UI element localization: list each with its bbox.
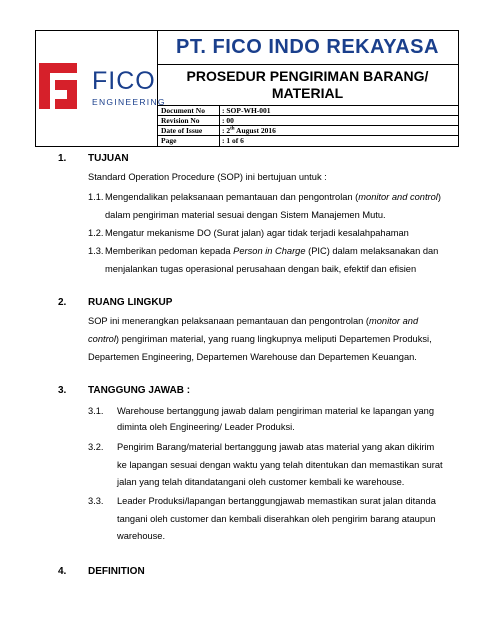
section-2-line-3: Departemen Engineering, Departemen Warehouse dan Departemen Keuangan. — [88, 352, 417, 362]
meta-value — [220, 126, 276, 135]
date-sup: th — [230, 126, 235, 132]
meta-value: : SOP-WH-001 — [222, 106, 271, 115]
meta-key: Revision No — [157, 116, 220, 125]
item-3-3-number: 3.3. — [88, 496, 104, 506]
item-1-3-line-1: Memberikan pedoman kepada Person in Charge (PIC) dalam melaksanakan dan — [105, 246, 439, 256]
meta-key: Page — [157, 136, 220, 146]
section-1-number: 1. — [58, 153, 67, 164]
meta-key: Document No — [157, 106, 220, 115]
logo-subtext: ENGINEERING — [92, 97, 166, 107]
item-1-1-line-2: dalam pengiriman material sesuai dengan Sistem Manajemen Mutu. — [105, 210, 386, 220]
meta-key: Date of Issue — [157, 126, 220, 135]
meta-row-document-no — [157, 106, 458, 116]
item-1-1-line-1: Mengendalikan pelaksanaan pemantauan dan pengontrolan (monitor and control) — [105, 192, 441, 202]
item-3-2-line-2: ke lapangan sesuai dengan waktu yang telah ditentukan dan memastikan surat — [117, 460, 443, 470]
document-header — [35, 30, 459, 147]
document-title — [157, 64, 458, 106]
section-4-number: 4. — [58, 566, 67, 577]
document-meta-table — [157, 106, 458, 146]
date-post: August 2016 — [234, 126, 276, 135]
meta-value: : 00 — [222, 116, 234, 125]
meta-row-page — [157, 136, 458, 146]
company-name: PT. FICO INDO REKAYASA — [157, 31, 458, 65]
item-1-2-number: 1.2. — [88, 228, 104, 238]
meta-row-revision — [157, 116, 458, 126]
item-3-2-line-1: Pengirim Barang/material bertanggung jawab atas material yang akan dikirim — [117, 442, 435, 452]
item-3-1-line-2: diminta oleh Engineering/ Leader Produksi. — [117, 422, 295, 432]
logo-cell — [36, 31, 166, 146]
item-3-2-number: 3.2. — [88, 442, 104, 452]
item-1-3-number: 1.3. — [88, 246, 104, 256]
section-4-title: DEFINITION — [88, 566, 145, 577]
item-3-1-line-1: Warehouse bertanggung jawab dalam pengiriman material ke lapangan yang — [117, 406, 434, 416]
title-line-2: MATERIAL — [271, 85, 344, 101]
section-1-title: TUJUAN — [88, 153, 129, 164]
section-2-title: RUANG LINGKUP — [88, 297, 173, 308]
item-1-1-number: 1.1. — [88, 192, 104, 202]
section-3-title: TANGGUNG JAWAB : — [88, 385, 191, 396]
section-2-number: 2. — [58, 297, 67, 308]
item-3-1-number: 3.1. — [88, 406, 104, 416]
section-2-line-1: SOP ini menerangkan pelaksanaan pemantauan dan pengontrolan (monitor and — [88, 316, 419, 326]
meta-value: : 1 of 6 — [222, 136, 244, 145]
section-2-line-2: control) pengiriman material, yang ruang lingkupnya meliputi Departemen Produksi, — [88, 334, 432, 344]
item-1-3-line-2: menjalankan tugas operasional perusahaan dengan baik, efektif dan efisien — [105, 264, 417, 274]
item-3-3-line-1: Leader Produksi/lapangan bertanggungjawab memastikan surat jalan ditanda — [117, 496, 436, 506]
item-3-2-line-3: jalan yang telah ditandatangani oleh customer kembali ke warehouse. — [117, 477, 405, 487]
logo-text: FICO — [92, 67, 156, 95]
fico-logo-icon — [39, 63, 89, 109]
meta-row-date — [157, 126, 458, 136]
date-pre: : 2 — [222, 126, 231, 135]
item-3-3-line-3: warehouse. — [117, 531, 166, 541]
section-1-intro: Standard Operation Procedure (SOP) ini bertujuan untuk : — [88, 172, 327, 182]
item-3-3-line-2: tangani oleh customer dan kembali diserahkan oleh pengirim barang ataupun — [117, 514, 436, 524]
item-1-2-line-1: Mengatur mekanisme DO (Surat jalan) agar tidak terjadi kesalahpahaman — [105, 228, 409, 238]
section-3-number: 3. — [58, 385, 67, 396]
title-line-1: PROSEDUR PENGIRIMAN BARANG/ — [186, 68, 429, 84]
